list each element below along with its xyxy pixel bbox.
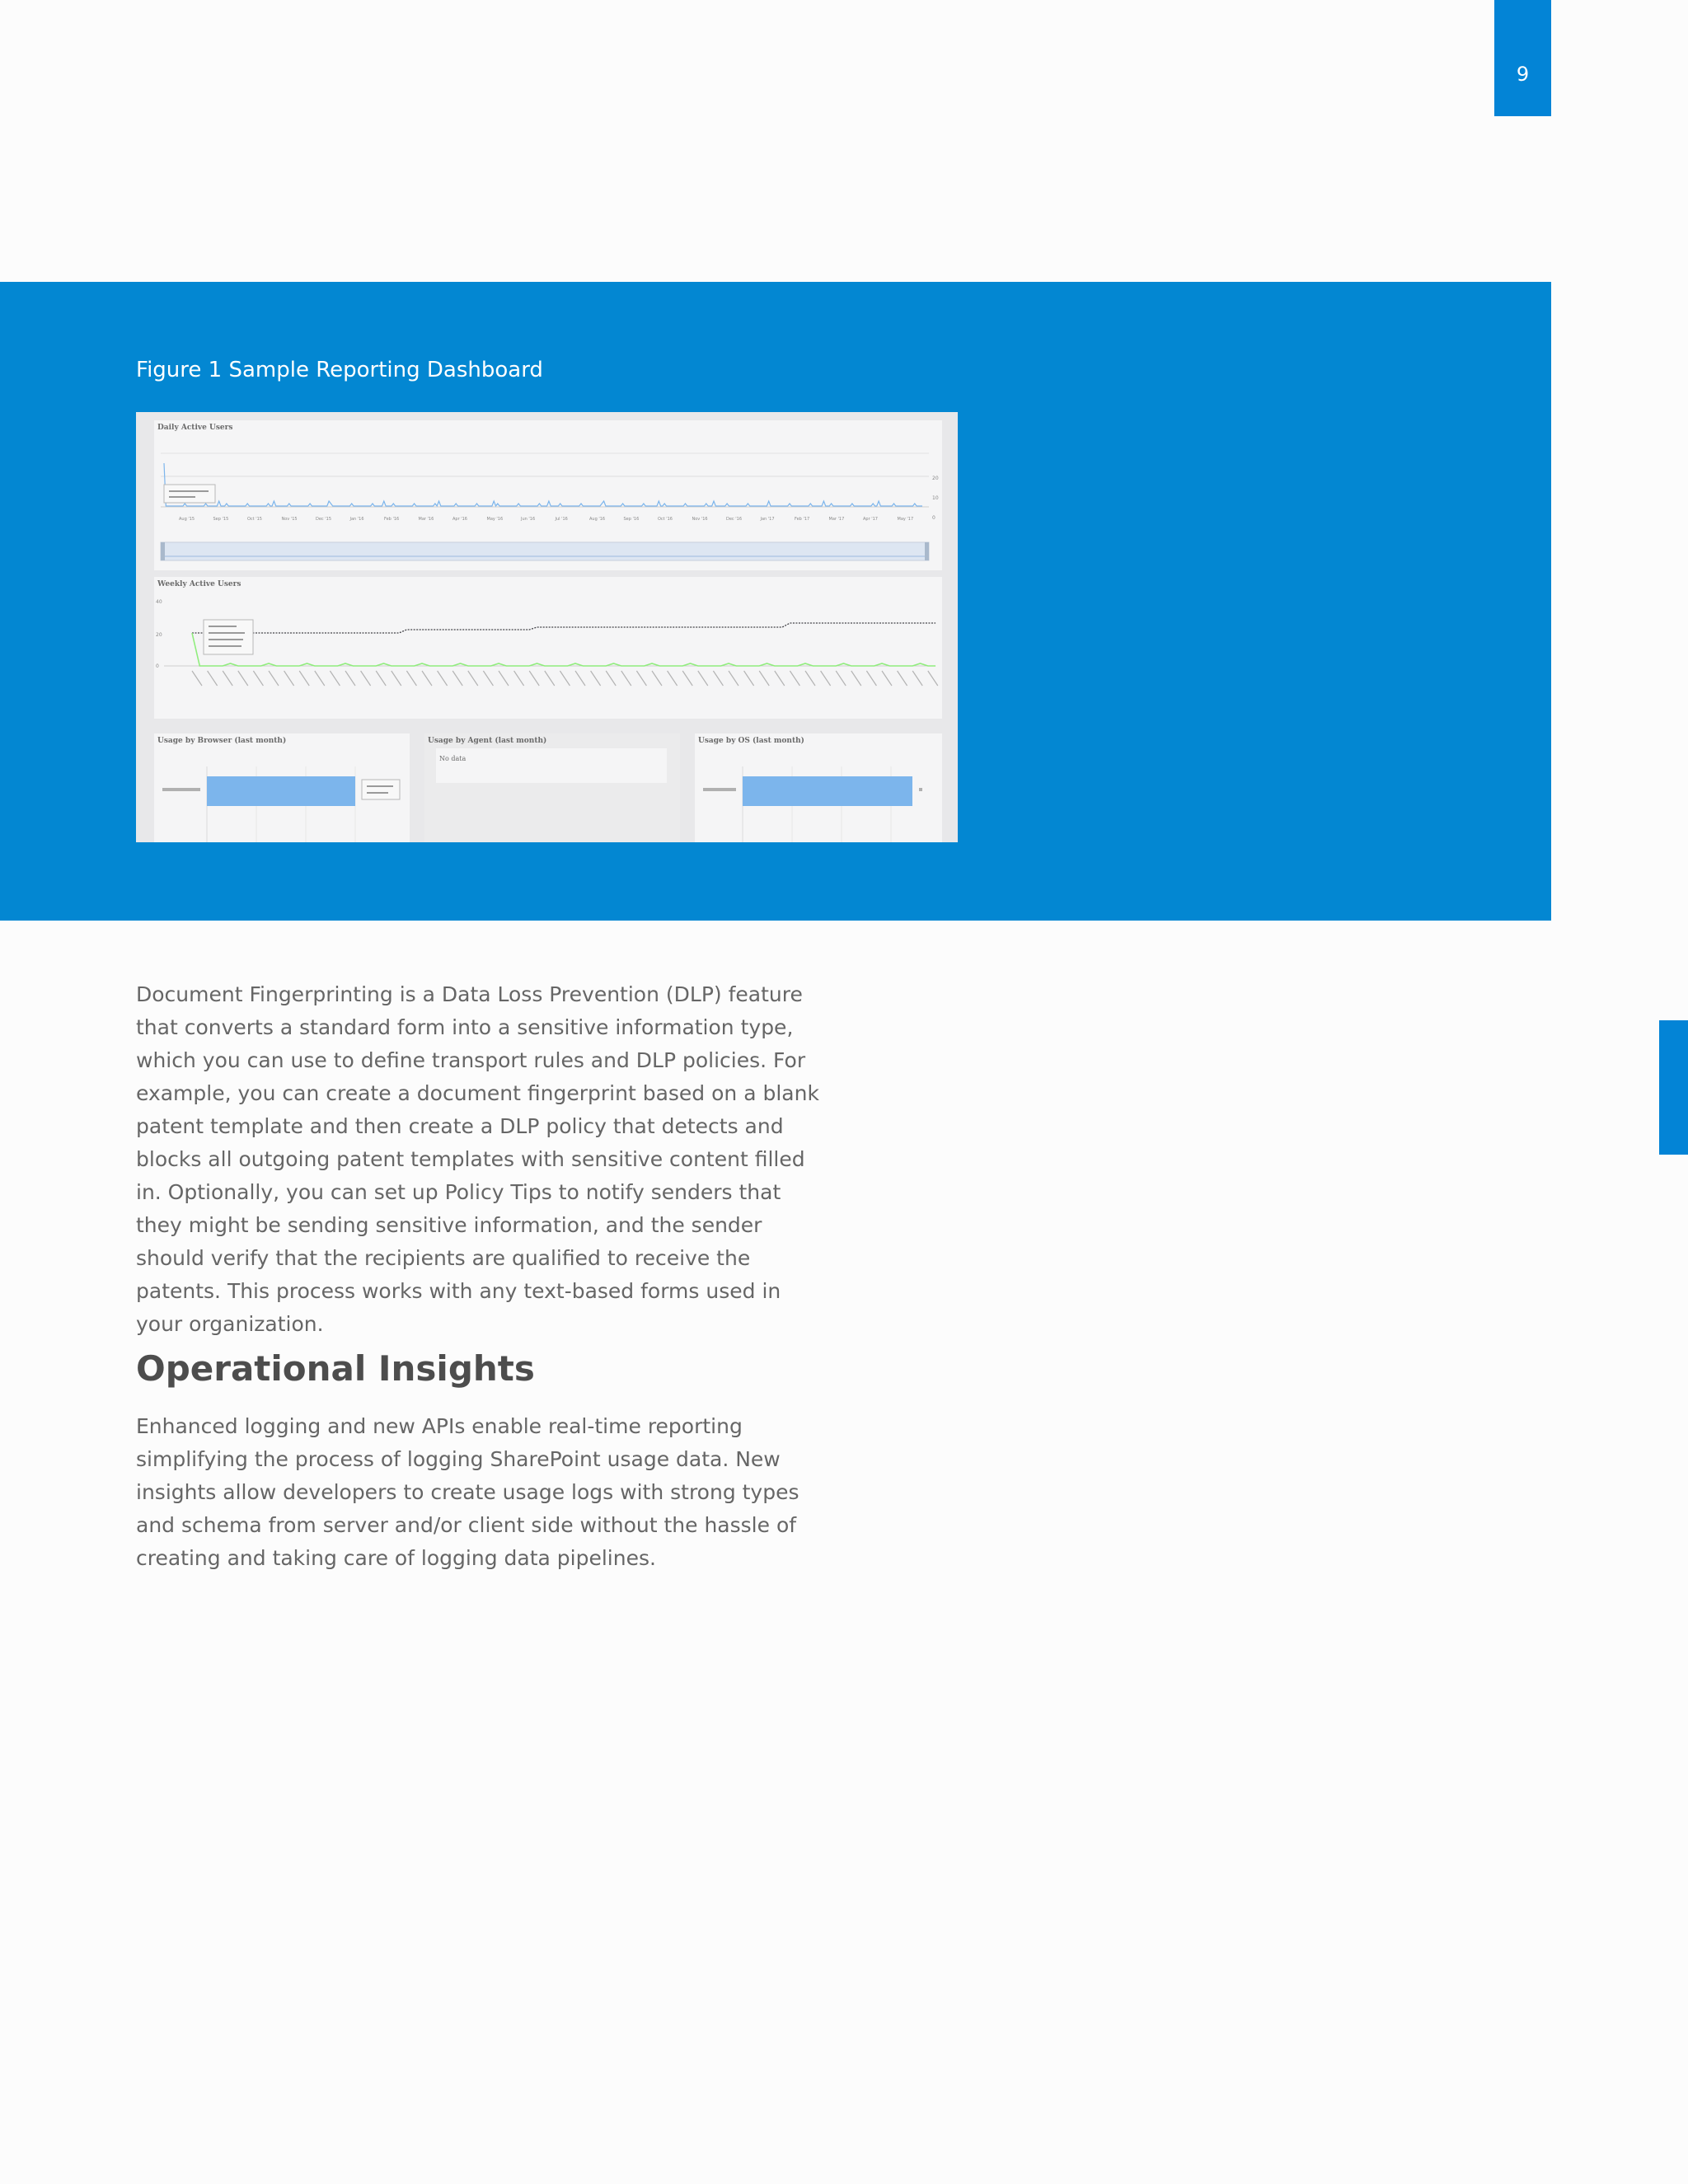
side-accent-marker xyxy=(1659,1020,1688,1155)
weekly-x-tick xyxy=(514,671,524,686)
weekly-x-tick xyxy=(668,671,678,686)
daily-x-tick: Sep '16 xyxy=(623,517,640,522)
weekly-x-tick xyxy=(575,671,585,686)
daily-x-tick: Oct '16 xyxy=(658,517,673,522)
weekly-x-tick xyxy=(775,671,785,686)
weekly-x-tick xyxy=(376,671,386,686)
weekly-tooltip xyxy=(204,620,253,654)
agent-no-data-text: No data xyxy=(439,755,467,762)
weekly-x-tick xyxy=(560,671,570,686)
browser-tooltip xyxy=(362,780,400,799)
daily-x-tick: May '17 xyxy=(897,517,914,522)
daily-active-users-series xyxy=(164,463,922,506)
daily-active-users-title: Daily Active Users xyxy=(157,424,233,432)
daily-x-tick: Oct '15 xyxy=(247,517,262,522)
daily-x-tick: Feb '17 xyxy=(795,517,810,522)
daily-x-tick: Dec '16 xyxy=(726,517,743,522)
agent-empty-box xyxy=(436,748,667,783)
paragraph-document-fingerprinting: Document Fingerprinting is a Data Loss Prevention (DLP) feature that converts a standard form into a sensitive information type, which you can use to define transport rules and DLP policies. For example, you can create a document fingerprint based on a blank patent template and then create a DLP policy that detects and blocks all outgoing patent templates with sensitive content filled in. Optionally, you can set up Policy Tips to notify senders that they might be sending sensitive information, and the sender should verify that the recipients are qualified to receive the patents. This process works with any text-based forms used in your organization. xyxy=(136,982,819,1336)
weekly-x-tick xyxy=(483,671,493,686)
daily-x-tick: Aug '15 xyxy=(179,517,195,522)
weekly-x-tick xyxy=(729,671,738,686)
daily-x-tick: Aug '16 xyxy=(589,517,606,522)
weekly-x-tick xyxy=(636,671,646,686)
daily-x-tick: Jul '16 xyxy=(555,517,568,522)
usage-by-browser-panel xyxy=(154,733,410,842)
daily-y-tick-0: 0 xyxy=(932,515,935,521)
weekly-y-tick-20: 20 xyxy=(156,632,162,638)
weekly-x-tick xyxy=(836,671,846,686)
weekly-x-tick xyxy=(345,671,355,686)
usage-by-browser-title: Usage by Browser (last month) xyxy=(157,737,287,745)
weekly-x-tick xyxy=(468,671,478,686)
weekly-x-tick xyxy=(223,671,232,686)
daily-x-tick: May '16 xyxy=(486,517,504,522)
weekly-x-tick xyxy=(192,671,202,686)
usage-by-agent-title: Usage by Agent (last month) xyxy=(428,737,547,745)
weekly-x-tick xyxy=(621,671,631,686)
weekly-x-tick xyxy=(422,671,432,686)
usage-by-os-chart xyxy=(695,733,942,842)
daily-x-tick: Mar '16 xyxy=(418,517,434,522)
page-number-tab xyxy=(1494,0,1551,116)
weekly-active-users-panel xyxy=(154,577,942,719)
daily-active-users-panel xyxy=(154,420,942,570)
daily-x-tick: Jun '16 xyxy=(521,517,536,522)
usage-by-os-panel xyxy=(695,733,942,842)
weekly-x-tick xyxy=(253,671,263,686)
page-number: 9 xyxy=(1516,63,1530,86)
weekly-x-tick xyxy=(882,671,892,686)
weekly-x-tick xyxy=(805,671,815,686)
daily-x-tick: Dec '15 xyxy=(316,517,332,522)
weekly-x-tick xyxy=(452,671,462,686)
paragraph-operational-insights: Enhanced logging and new APIs enable real-time reporting simplifying the process of logging SharePoint usage data. New insights allow developers to create usage logs with strong types and schema from server and/or client side without the hassle of creating and taking care of logging data pipelines. xyxy=(136,1414,799,1570)
weekly-x-tick xyxy=(744,671,754,686)
weekly-series-dark xyxy=(192,623,935,633)
browser-bar xyxy=(207,776,355,806)
weekly-x-tick xyxy=(606,671,616,686)
weekly-series-green xyxy=(192,633,935,666)
daily-navigator xyxy=(161,542,929,560)
daily-x-axis xyxy=(179,517,913,522)
weekly-active-users-chart xyxy=(154,577,942,719)
weekly-x-tick xyxy=(545,671,555,686)
weekly-x-tick xyxy=(499,671,509,686)
weekly-x-tick xyxy=(851,671,861,686)
daily-x-tick: Jan '17 xyxy=(760,517,775,522)
reporting-dashboard-image xyxy=(136,412,958,842)
weekly-x-tick xyxy=(284,671,294,686)
weekly-x-tick xyxy=(269,671,279,686)
weekly-x-tick xyxy=(821,671,831,686)
weekly-x-tick xyxy=(698,671,708,686)
weekly-x-tick xyxy=(928,671,938,686)
weekly-x-tick xyxy=(866,671,876,686)
weekly-x-tick xyxy=(682,671,692,686)
os-bar xyxy=(743,776,912,806)
weekly-x-tick xyxy=(392,671,401,686)
usage-by-browser-chart xyxy=(154,733,410,842)
weekly-x-tick xyxy=(438,671,448,686)
weekly-x-tick xyxy=(406,671,416,686)
weekly-active-users-series xyxy=(192,623,935,666)
weekly-x-tick xyxy=(790,671,799,686)
section-heading-operational-insights: Operational Insights xyxy=(136,1348,535,1389)
weekly-x-tick xyxy=(898,671,907,686)
weekly-x-tick xyxy=(529,671,539,686)
daily-x-tick: Jan '16 xyxy=(349,517,364,522)
daily-x-tick: Apr '17 xyxy=(863,517,878,522)
figure-caption: Figure 1 Sample Reporting Dashboard xyxy=(136,358,543,382)
weekly-x-tick xyxy=(652,671,662,686)
weekly-x-axis xyxy=(192,671,938,686)
weekly-x-tick xyxy=(912,671,922,686)
usage-by-os-title: Usage by OS (last month) xyxy=(698,737,804,745)
weekly-x-tick xyxy=(591,671,601,686)
daily-active-users-chart xyxy=(154,420,942,570)
daily-series-line xyxy=(164,463,922,506)
daily-y-tick-20: 20 xyxy=(932,476,939,481)
weekly-active-users-title: Weekly Active Users xyxy=(157,580,241,588)
weekly-x-tick xyxy=(361,671,371,686)
weekly-x-tick xyxy=(759,671,769,686)
daily-tooltip xyxy=(164,485,215,503)
figure-band xyxy=(0,282,1551,921)
weekly-x-tick xyxy=(330,671,340,686)
daily-x-tick: Mar '17 xyxy=(828,517,845,522)
weekly-x-tick xyxy=(713,671,723,686)
daily-x-tick: Feb '16 xyxy=(384,517,400,522)
weekly-x-tick xyxy=(238,671,248,686)
weekly-y-tick-0: 0 xyxy=(156,663,159,669)
weekly-y-tick-40: 40 xyxy=(156,599,162,605)
daily-y-tick-10: 10 xyxy=(932,495,939,501)
weekly-x-tick xyxy=(299,671,309,686)
weekly-x-tick xyxy=(208,671,218,686)
usage-by-agent-panel xyxy=(424,733,680,842)
daily-x-tick: Sep '15 xyxy=(213,517,229,522)
daily-x-tick: Nov '15 xyxy=(281,517,298,522)
daily-x-tick: Nov '16 xyxy=(692,517,708,522)
weekly-x-tick xyxy=(315,671,325,686)
daily-x-tick: Apr '16 xyxy=(452,517,467,522)
